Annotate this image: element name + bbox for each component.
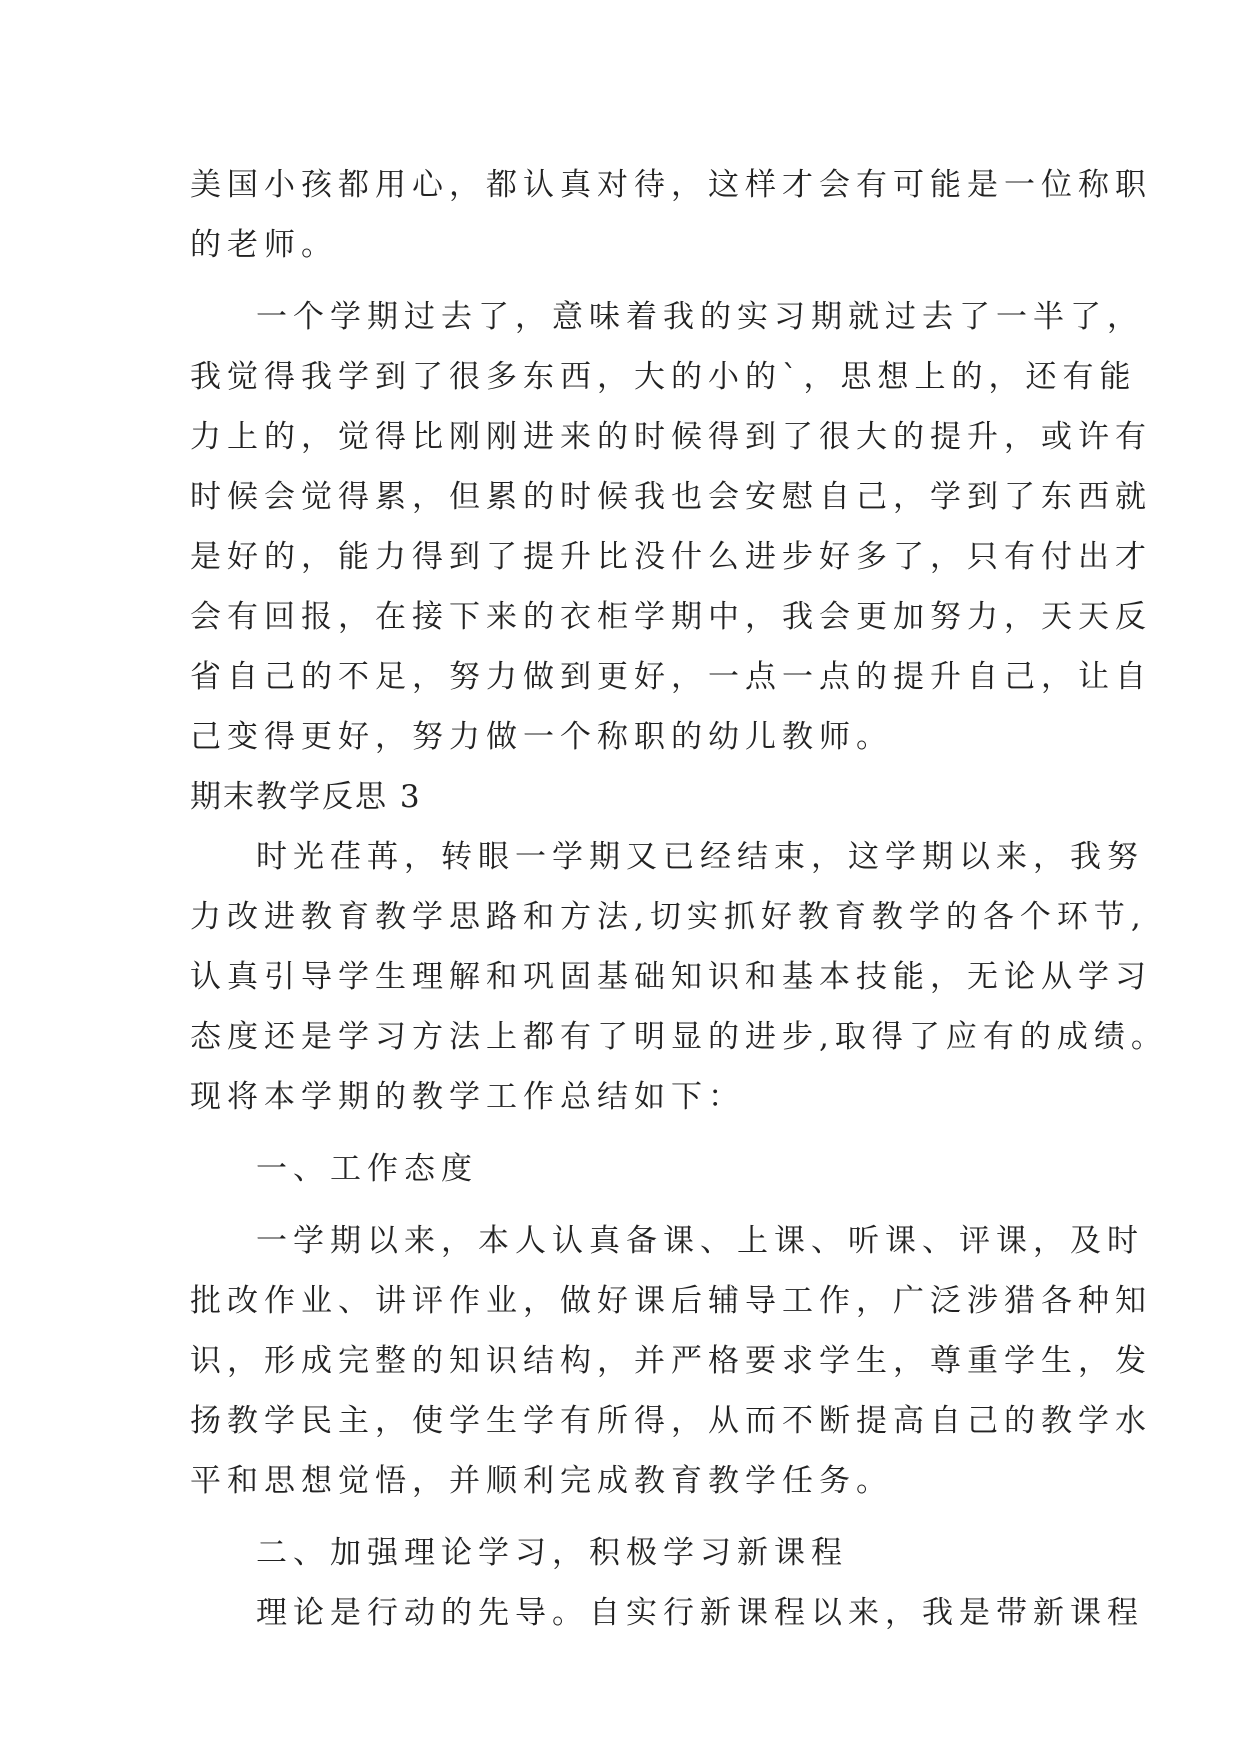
text-line: 一个学期过去了，意味着我的实习期就过去了一半了， <box>256 299 1144 335</box>
text-line: 一学期以来，本人认真备课、上课、听课、评课，及时 <box>256 1223 1144 1259</box>
text-line: 现将本学期的教学工作总结如下： <box>190 1079 745 1115</box>
text-line: 批改作业、讲评作业，做好课后辅导工作，广泛涉猎各种知 <box>190 1283 1152 1319</box>
text-line: 我觉得我学到了很多东西，大的小的`，思想上的，还有能 <box>190 359 1137 395</box>
text-line: 时光荏苒，转眼一学期又已经结束，这学期以来，我努 <box>256 839 1144 875</box>
text-line: 省自己的不足，努力做到更好，一点一点的提升自己，让自 <box>190 659 1152 695</box>
document-page <box>190 155 1168 1643</box>
text-line: 平和思想觉悟，并顺利完成教育教学任务。 <box>190 1463 893 1499</box>
section-heading: 期末教学反思 3 <box>190 779 422 815</box>
text-line: 是好的，能力得到了提升比没什么进步好多了，只有付出才 <box>190 539 1152 575</box>
subsection-heading: 一、工作态度 <box>256 1151 478 1187</box>
text-line: 力改进教育教学思路和方法,切实抓好教育教学的各个环节, <box>190 899 1147 935</box>
subsection-heading: 二、加强理论学习，积极学习新课程 <box>256 1535 848 1571</box>
text-line: 美国小孩都用心，都认真对待，这样才会有可能是一位称职 <box>190 167 1152 203</box>
paragraph <box>190 1583 1144 1643</box>
text-line: 的老师。 <box>190 227 338 263</box>
text-line: 会有回报，在接下来的衣柜学期中，我会更加努力，天天反 <box>190 599 1152 635</box>
text-line: 扬教学民主，使学生学有所得，从而不断提高自己的教学水 <box>190 1403 1152 1439</box>
paragraph <box>190 287 1152 767</box>
paragraph-continuation <box>190 155 1152 275</box>
text-line: 识，形成完整的知识结构，并严格要求学生，尊重学生，发 <box>190 1343 1152 1379</box>
paragraph <box>190 827 1168 1127</box>
paragraph <box>190 1211 1152 1511</box>
text-line: 己变得更好，努力做一个称职的幼儿教师。 <box>190 719 893 755</box>
subsection-title <box>190 1523 1050 1583</box>
text-line: 理论是行动的先导。自实行新课程以来，我是带新课程 <box>256 1595 1144 1631</box>
text-line: 态度还是学习方法上都有了明显的进步,取得了应有的成绩。 <box>190 1019 1168 1055</box>
subsection-title <box>190 1139 1050 1199</box>
text-line: 力上的，觉得比刚刚进来的时候得到了很大的提升，或许有 <box>190 419 1152 455</box>
text-line: 认真引导学生理解和巩固基础知识和基本技能，无论从学习 <box>190 959 1152 995</box>
section-title <box>190 767 1050 827</box>
text-line: 时候会觉得累，但累的时候我也会安慰自己，学到了东西就 <box>190 479 1152 515</box>
